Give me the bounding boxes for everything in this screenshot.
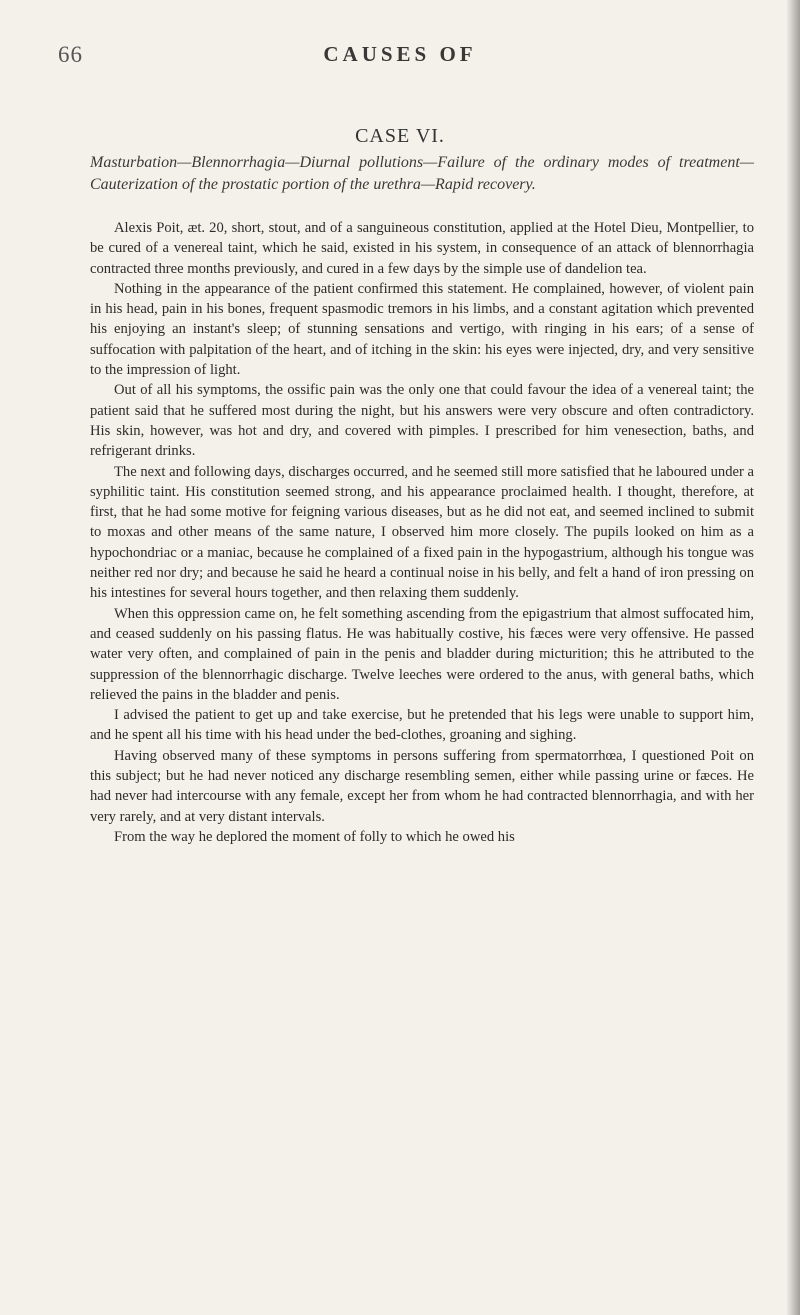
case-summary: Masturbation—Blennorrhagia—Diurnal pollutions—Failure of the ordinary modes of treatment—Cauterization of the prostatic portion of the urethra—Rapid recovery. xyxy=(90,154,754,193)
body-text xyxy=(90,218,754,847)
paragraph: Alexis Poit, æt. 20, short, stout, and of a sanguineous constitution, applied at the Hotel Dieu, Montpellier, to be cured of a venereal taint, which he said, existed in his system, in consequence of an attack of blennorrhagia contracted three months previously, and cured in a few days by the simple use of dandelion tea. xyxy=(90,220,754,277)
case-title: CASE VI. xyxy=(355,125,445,147)
paragraph: I advised the patient to get up and take exercise, but he pretended that his legs were unable to support him, and he spent all his time with his head under the bed-clothes, groaning and sighing. xyxy=(90,707,754,744)
paragraph: When this oppression came on, he felt something ascending from the epigastrium that almost suffocated him, and ceased suddenly on his passing flatus. He was habitually costive, his fæces were very offensive. He passed water very often, and complained of pain in the penis and bladder during micturition; this he attributed to the suppression of the blennorrhagic discharge. Twelve leeches were ordered to the anus, with general baths, which relieved the pains in the bladder and penis. xyxy=(90,605,754,703)
paragraph: Having observed many of these symptoms in persons suffering from spermatorrhœa, I questioned Poit on this subject; but he had never noticed any discharge resembling semen, either while passing urine or fæces. He had never had intercourse with any female, except her from whom he had contracted blennorrhagia, and with her very rarely, and at very distant intervals. xyxy=(90,747,754,825)
paragraph: From the way he deplored the moment of folly to which he owed his xyxy=(114,828,515,845)
paragraph: Nothing in the appearance of the patient confirmed this statement. He complained, however, of violent pain in his head, pain in his bones, frequent spasmodic tremors in his limbs, and a constant agitation which prevented his enjoying an instant's sleep; of stunning sensations and vertigo, with ringing in his ears; of a sense of suffocation with palpitation of the heart, and of itching in the skin: his eyes were injected, dry, and very sensitive to the impression of light. xyxy=(90,280,754,379)
page-number: 66 xyxy=(58,42,83,67)
paragraph: The next and following days, discharges occurred, and he seemed still more satisfied that he laboured under a syphilitic taint. His constitution seemed strong, and his appearance proclaimed health. I thought, therefore, at first, that he had some motive for feigning various diseases, but as he did not eat, and seemed inclined to submit to moxas and other means of the same nature, I observed him more closely. The pupils looked on him as a hypochondriac or a maniac, because he complained of a fixed pain in the hypogastrium, although his tongue was neither red nor dry; and because he said he heard a continual noise in his belly, and felt a hand of iron pressing on his intestines for several hours together, and then relaxing them suddenly. xyxy=(90,463,754,602)
running-head: CAUSES OF xyxy=(323,42,477,66)
paragraph: Out of all his symptoms, the ossific pain was the only one that could favour the idea of a venereal taint; the patient said that he suffered most during the night, but his answers were very obscure and often contradictory. His skin, however, was hot and dry, and covered with pimples. I prescribed for him venesection, baths, and refrigerant drinks. xyxy=(90,382,754,460)
page-edge-shadow xyxy=(786,0,800,1315)
page-header xyxy=(0,42,800,82)
